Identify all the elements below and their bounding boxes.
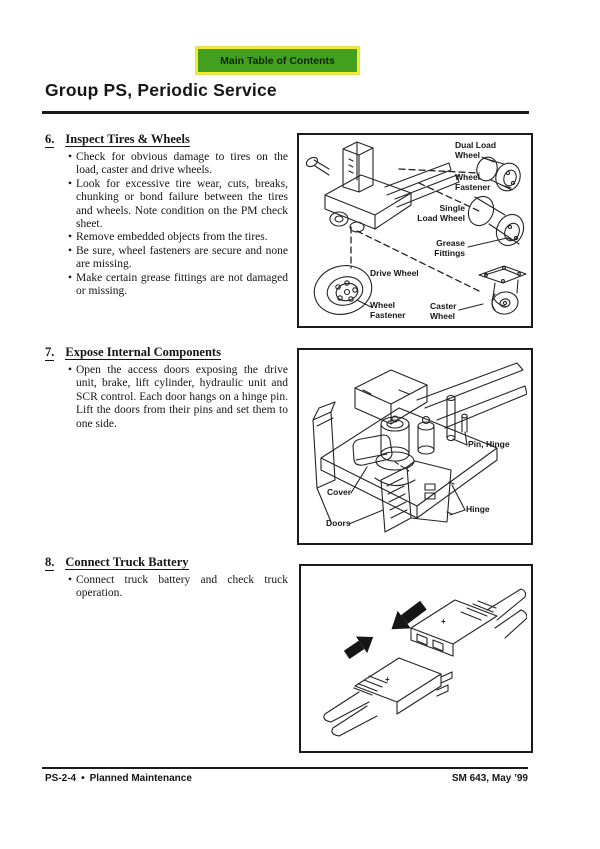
label-single-load-wheel: Single Load Wheel — [417, 203, 465, 223]
bullet-item: • Connect truck battery and check truck operation. — [45, 574, 288, 601]
section-connect-truck-battery — [45, 555, 288, 601]
bullet-list — [45, 151, 288, 298]
connect-direction-arrow — [341, 629, 379, 663]
diagram-internal-components — [297, 348, 533, 545]
section-title: Expose Internal Components — [65, 345, 221, 359]
bullet-item: • Look for excessive tire wear, cuts, breaks, chunking or bond failure between the tires and wheels. Note condition on the PM check sheet. — [45, 178, 288, 232]
footer-section-name: Planned Maintenance — [89, 773, 192, 784]
footer-page-code: PS-2-4 — [45, 773, 77, 784]
label-pin-hinge: Pin, Hinge — [468, 439, 510, 449]
footer-page-id — [45, 773, 192, 784]
section-number: 7. — [45, 345, 55, 359]
section-number: 6. — [45, 132, 55, 146]
section-title: Connect Truck Battery — [65, 555, 189, 569]
label-grease-fittings: Grease Fittings — [434, 238, 465, 258]
connect-direction-arrow — [385, 596, 430, 638]
tires-wheels-illustration — [299, 135, 527, 322]
main-toc-button[interactable]: Main Table of Contents — [196, 47, 359, 74]
label-doors: Doors — [326, 518, 351, 528]
label-hinge: Hinge — [466, 504, 490, 514]
section-number: 8. — [45, 555, 55, 569]
near-connector-sketch — [324, 658, 452, 736]
bullet-item: • Check for obvious damage to tires on the load, caster and drive wheels. — [45, 151, 288, 178]
footer-rule — [42, 767, 528, 769]
footer-separator: • — [81, 773, 85, 784]
far-connector-sketch — [411, 589, 527, 656]
page-title: Group PS, Periodic Service — [45, 80, 277, 100]
section-heading — [45, 345, 288, 361]
label-drive-wheel: Drive Wheel — [370, 268, 419, 278]
drive-wheel-sketch — [309, 259, 377, 320]
diagram-battery-connection — [299, 564, 533, 753]
polarity-plus-mark: + — [441, 617, 446, 626]
single-load-wheel-sketch — [464, 192, 527, 250]
label-dual-load-wheel: Dual Load Wheel — [455, 140, 497, 160]
caster-wheel-sketch — [459, 266, 526, 316]
footer-manual-id: SM 643, May ’99 — [451, 773, 528, 784]
diagram-tires-and-wheels — [297, 133, 533, 328]
section-title: Inspect Tires & Wheels — [65, 132, 190, 146]
bullet-item: • Open the access doors exposing the drive unit, brake, lift cylinder, hydraulic unit and SCR control. Each door hangs on a hinge pin. Lift the doors from their pins and set them to one side. — [45, 364, 288, 431]
bullet-list — [45, 574, 288, 601]
header-rule — [42, 111, 529, 114]
polarity-plus-mark: + — [385, 675, 390, 684]
battery-connectors-illustration — [301, 566, 527, 747]
label-caster-wheel: Caster Wheel — [430, 301, 457, 321]
label-cover: Cover — [327, 487, 352, 497]
label-wheel-fastener-top: Wheel Fastener — [455, 172, 491, 192]
section-heading — [45, 555, 288, 571]
bullet-list — [45, 364, 288, 431]
section-inspect-tires-wheels — [45, 132, 288, 298]
section-heading — [45, 132, 288, 148]
label-wheel-fastener-bottom: Wheel Fastener — [370, 300, 406, 320]
bullet-item: • Be sure, wheel fasteners are secure and none are missing. — [45, 245, 288, 272]
bullet-item: • Make certain grease fittings are not damaged or missing. — [45, 272, 288, 299]
bullet-item: • Remove embedded objects from the tires. — [45, 231, 288, 244]
section-expose-internal-components — [45, 345, 288, 431]
